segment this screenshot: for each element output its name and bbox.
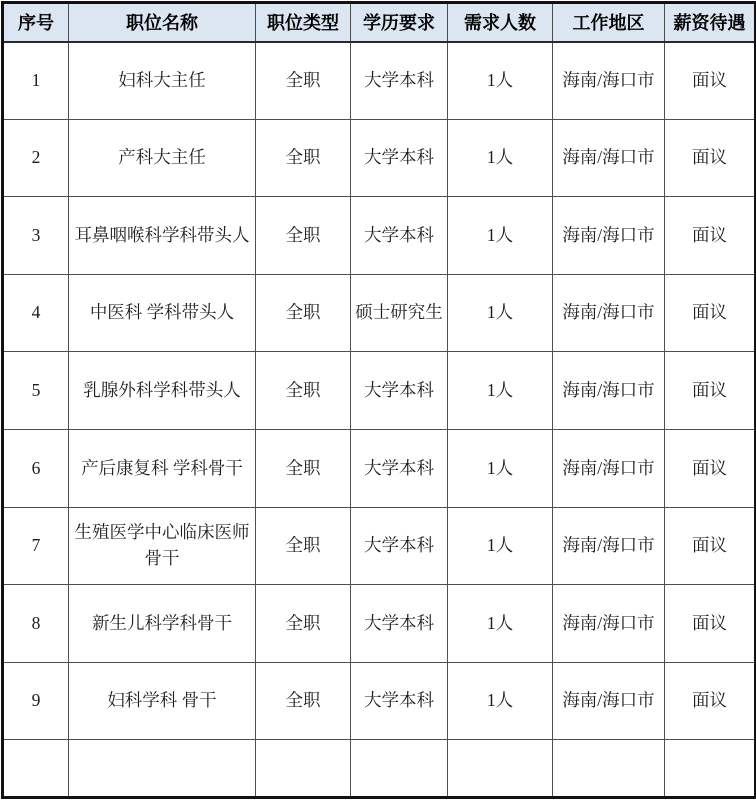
cell-type: 全职 bbox=[256, 119, 351, 197]
cell-name: 生殖医学中心临床医师骨干 bbox=[69, 507, 256, 585]
cell-no: 6 bbox=[3, 429, 69, 507]
cell-name: 乳腺外科学科带头人 bbox=[69, 352, 256, 430]
table-row bbox=[3, 507, 756, 585]
cell-location bbox=[553, 740, 665, 798]
cell-name: 妇科学科 骨干 bbox=[69, 662, 256, 740]
cell-salary: 面议 bbox=[665, 662, 756, 740]
cell-edu: 大学本科 bbox=[351, 42, 448, 120]
header-cell-edu: 学历要求 bbox=[351, 3, 448, 42]
cell-location: 海南/海口市 bbox=[553, 274, 665, 352]
cell-type: 全职 bbox=[256, 274, 351, 352]
cell-edu: 大学本科 bbox=[351, 507, 448, 585]
cell-name: 耳鼻咽喉科学科带头人 bbox=[69, 197, 256, 275]
cell-location: 海南/海口市 bbox=[553, 197, 665, 275]
cell-count: 1人 bbox=[448, 662, 553, 740]
header-cell-location: 工作地区 bbox=[553, 3, 665, 42]
cell-name bbox=[69, 740, 256, 798]
table-row bbox=[3, 662, 756, 740]
cell-location: 海南/海口市 bbox=[553, 585, 665, 663]
cell-edu: 硕士研究生 bbox=[351, 274, 448, 352]
cell-location: 海南/海口市 bbox=[553, 429, 665, 507]
header-cell-count: 需求人数 bbox=[448, 3, 553, 42]
cell-type: 全职 bbox=[256, 429, 351, 507]
cell-location: 海南/海口市 bbox=[553, 352, 665, 430]
header-cell-name: 职位名称 bbox=[69, 3, 256, 42]
cell-count: 1人 bbox=[448, 197, 553, 275]
cell-salary: 面议 bbox=[665, 507, 756, 585]
cell-type: 全职 bbox=[256, 197, 351, 275]
cell-salary bbox=[665, 740, 756, 798]
table-row bbox=[3, 585, 756, 663]
cell-name: 新生儿科学科骨干 bbox=[69, 585, 256, 663]
cell-edu: 大学本科 bbox=[351, 585, 448, 663]
cell-edu: 大学本科 bbox=[351, 197, 448, 275]
cell-no: 1 bbox=[3, 42, 69, 120]
table-row bbox=[3, 197, 756, 275]
cell-count: 1人 bbox=[448, 274, 553, 352]
cell-count bbox=[448, 740, 553, 798]
table-row bbox=[3, 119, 756, 197]
cell-salary: 面议 bbox=[665, 42, 756, 120]
cell-salary: 面议 bbox=[665, 197, 756, 275]
header-cell-type: 职位类型 bbox=[256, 3, 351, 42]
cell-no: 2 bbox=[3, 119, 69, 197]
cell-type bbox=[256, 740, 351, 798]
cell-type: 全职 bbox=[256, 585, 351, 663]
cell-count: 1人 bbox=[448, 42, 553, 120]
cell-count: 1人 bbox=[448, 119, 553, 197]
cell-name: 中医科 学科带头人 bbox=[69, 274, 256, 352]
cell-type: 全职 bbox=[256, 507, 351, 585]
table-row-partial bbox=[3, 740, 756, 798]
cell-no: 5 bbox=[3, 352, 69, 430]
cell-no bbox=[3, 740, 69, 798]
cell-type: 全职 bbox=[256, 42, 351, 120]
table-row bbox=[3, 352, 756, 430]
cell-edu: 大学本科 bbox=[351, 662, 448, 740]
table-row bbox=[3, 42, 756, 120]
cell-salary: 面议 bbox=[665, 585, 756, 663]
cell-location: 海南/海口市 bbox=[553, 507, 665, 585]
cell-count: 1人 bbox=[448, 352, 553, 430]
table-row bbox=[3, 274, 756, 352]
job-listing-table bbox=[1, 1, 756, 799]
cell-salary: 面议 bbox=[665, 352, 756, 430]
cell-edu: 大学本科 bbox=[351, 352, 448, 430]
cell-edu bbox=[351, 740, 448, 798]
cell-name: 产科大主任 bbox=[69, 119, 256, 197]
cell-location: 海南/海口市 bbox=[553, 119, 665, 197]
cell-edu: 大学本科 bbox=[351, 429, 448, 507]
cell-count: 1人 bbox=[448, 585, 553, 663]
cell-salary: 面议 bbox=[665, 274, 756, 352]
header-cell-no: 序号 bbox=[3, 3, 69, 42]
cell-type: 全职 bbox=[256, 662, 351, 740]
cell-location: 海南/海口市 bbox=[553, 42, 665, 120]
cell-type: 全职 bbox=[256, 352, 351, 430]
cell-count: 1人 bbox=[448, 429, 553, 507]
cell-salary: 面议 bbox=[665, 119, 756, 197]
cell-count: 1人 bbox=[448, 507, 553, 585]
cell-no: 9 bbox=[3, 662, 69, 740]
cell-no: 4 bbox=[3, 274, 69, 352]
cell-name: 妇科大主任 bbox=[69, 42, 256, 120]
cell-no: 7 bbox=[3, 507, 69, 585]
cell-name: 产后康复科 学科骨干 bbox=[69, 429, 256, 507]
header-cell-salary: 薪资待遇 bbox=[665, 3, 756, 42]
header-row bbox=[3, 3, 756, 42]
cell-no: 3 bbox=[3, 197, 69, 275]
cell-salary: 面议 bbox=[665, 429, 756, 507]
table-row bbox=[3, 429, 756, 507]
cell-no: 8 bbox=[3, 585, 69, 663]
cell-edu: 大学本科 bbox=[351, 119, 448, 197]
cell-location: 海南/海口市 bbox=[553, 662, 665, 740]
